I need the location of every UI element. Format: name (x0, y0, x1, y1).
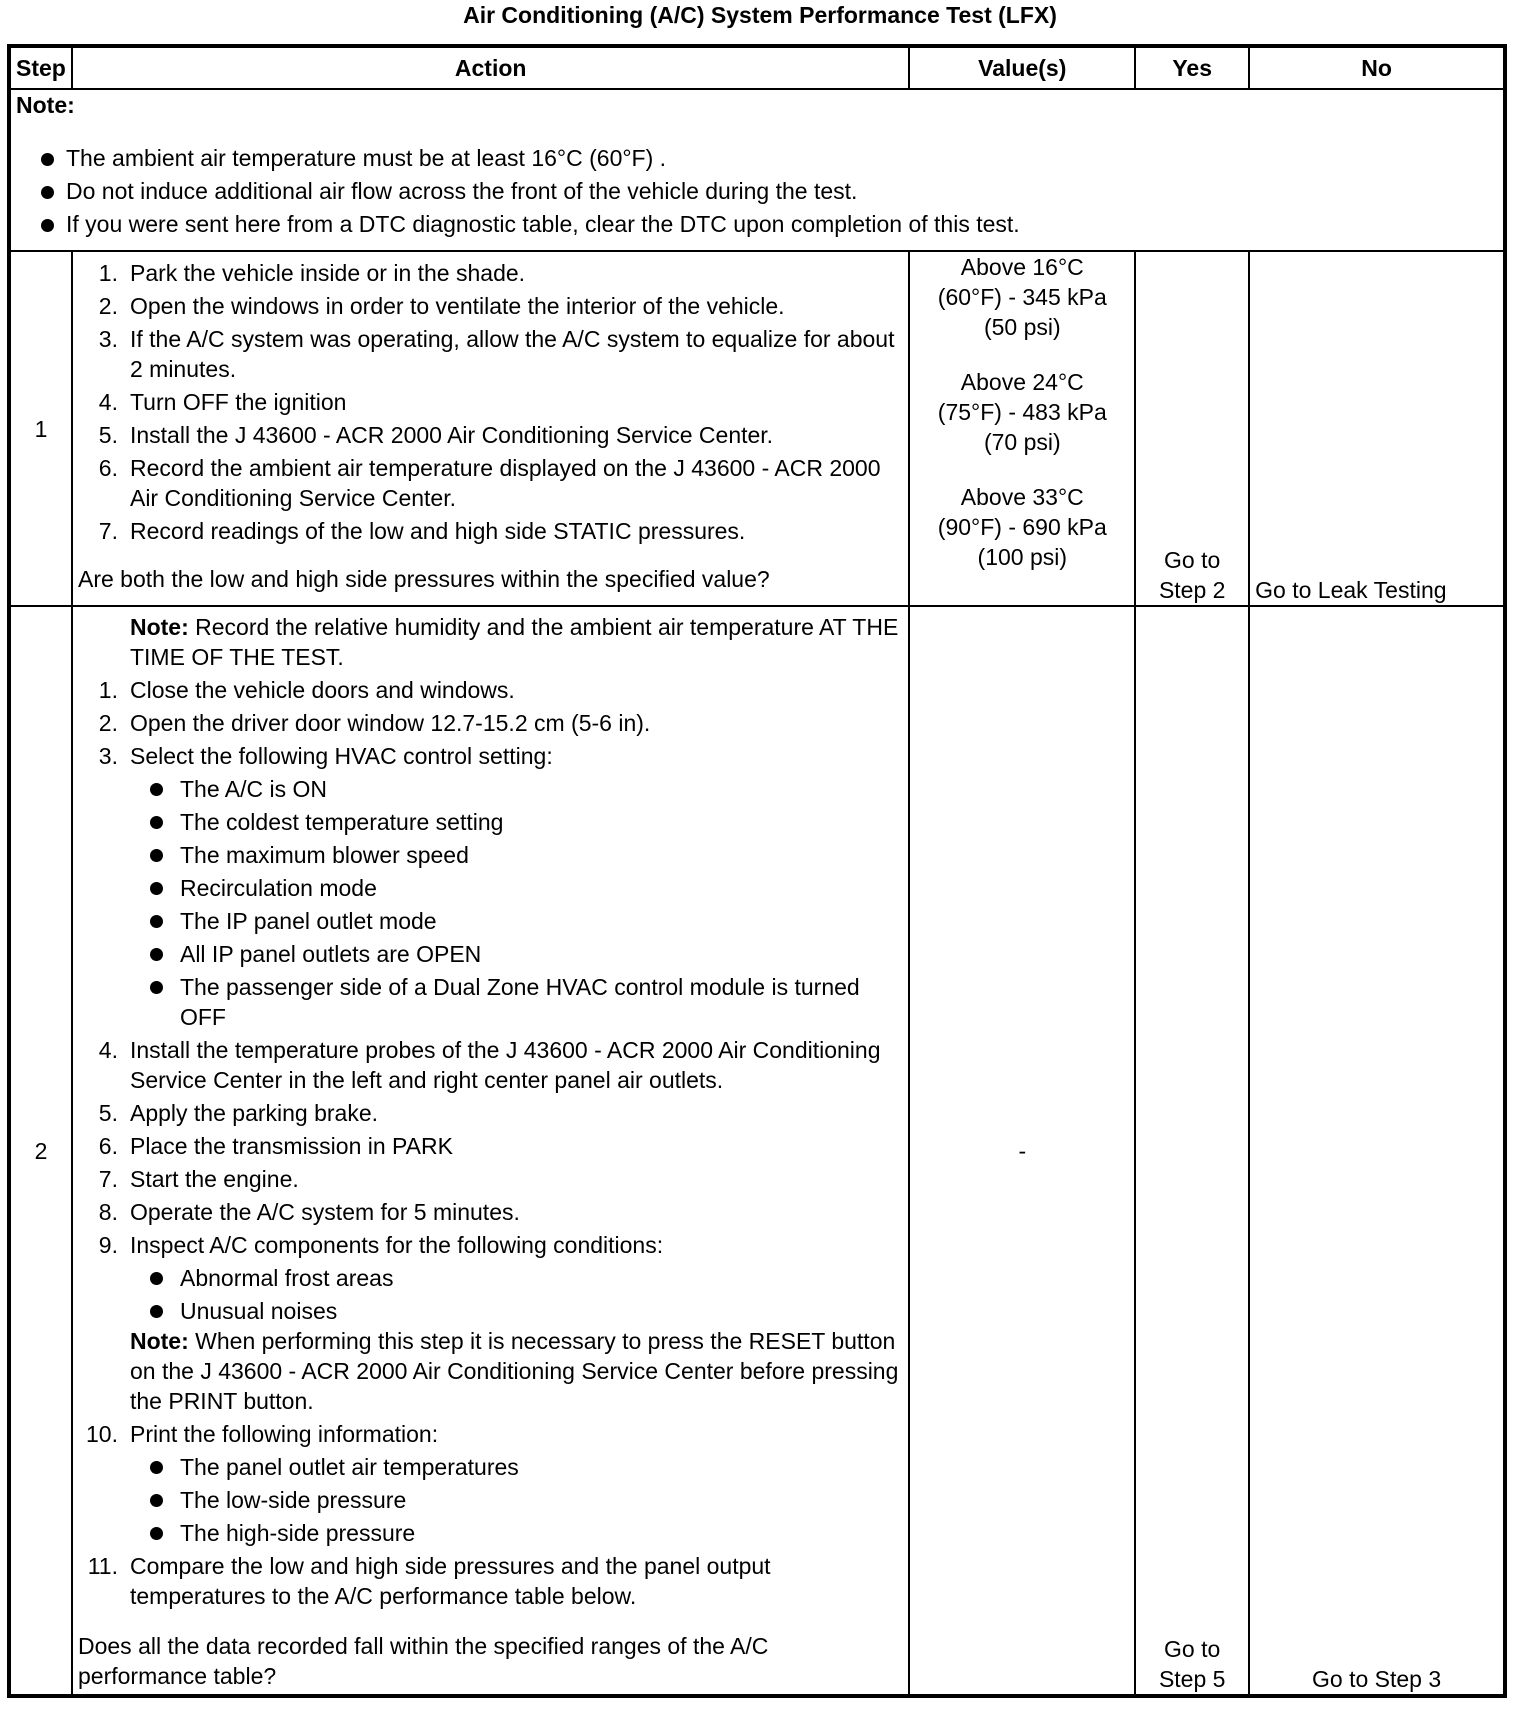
step-2-action (72, 606, 909, 1696)
list-item: The coldest temperature setting (130, 807, 903, 837)
list-item: The high-side pressure (130, 1518, 903, 1548)
note-label: Note: (16, 92, 75, 118)
note-item: If you were sent here from a DTC diagnostic table, clear the DTC upon completion of this test. (16, 208, 1498, 241)
list-item: 3. If the A/C system was operating, allow the A/C system to equalize for about 2 minutes. (98, 326, 895, 382)
header-row (9, 46, 1505, 89)
step-1-list (78, 258, 903, 546)
header-values: Value(s) (909, 46, 1135, 89)
list-item: The passenger side of a Dual Zone HVAC control module is turned OFF (130, 972, 903, 1032)
header-yes: Yes (1135, 46, 1249, 89)
list-item: 1. Park the vehicle inside or in the shade. (98, 260, 526, 286)
step-number: 2 (9, 606, 72, 1696)
performance-test-table (7, 44, 1507, 1698)
list-item: Recirculation mode (130, 873, 903, 903)
step-1-yes: Go to Step 2 (1135, 251, 1249, 606)
list-item: 4. Install the temperature probes of the J 43600 - ACR 2000 Air Conditioning Service Center in the left and right center panel air outlets. (98, 1037, 881, 1093)
step-1-action (72, 251, 909, 606)
header-step: Step (9, 46, 72, 89)
step-2-question: Does all the data recorded fall within the specified ranges of the A/C performance table? (77, 1633, 769, 1689)
list-item: 9. Inspect A/C components for the following conditions: Abnormal frost areas Unusual noises Note: When performing this step it is necessary to press the RESET button on the J 43600 - ACR 2000 Air Conditioning Service Center before pressing the PRINT button. (78, 1230, 903, 1416)
list-item: The maximum blower speed (130, 840, 903, 870)
list-item: The low-side pressure (130, 1485, 903, 1515)
step-1-question: Are both the low and high side pressures within the specified value? (77, 566, 770, 592)
header-action: Action (72, 46, 909, 89)
step-1-row (9, 251, 1505, 606)
list-item: 5. Install the J 43600 - ACR 2000 Air Conditioning Service Center. (98, 422, 774, 448)
step-2-note: Note: Record the relative humidity and the ambient air temperature AT THE TIME OF THE TEST. (129, 614, 899, 670)
list-item: 6. Record the ambient air temperature displayed on the J 43600 - ACR 2000 Air Conditioning Service Center. (98, 455, 881, 511)
note-list (16, 142, 1498, 241)
list-item: The panel outlet air temperatures (130, 1452, 903, 1482)
list-item: 3. Select the following HVAC control setting: The A/C is ON The coldest temperature setting The maximum blower speed Recirculation mode The IP panel outlet mode All IP panel outlets are OPEN The passenger side of a Dual Zone HVAC control module is turned OFF (78, 741, 903, 1032)
print-list (130, 1452, 903, 1548)
list-item: Abnormal frost areas (130, 1263, 903, 1293)
list-item: 6. Place the transmission in PARK (98, 1133, 453, 1159)
list-item: The IP panel outlet mode (130, 906, 903, 936)
step-2-list (78, 675, 903, 1611)
reset-note: Note: When performing this step it is necessary to press the RESET button on the J 43600 - ACR 2000 Air Conditioning Service Center before pressing the PRINT button. (129, 1328, 899, 1414)
list-item: 7. Start the engine. (98, 1166, 299, 1192)
note-item: The ambient air temperature must be at least 16°C (60°F) . (16, 142, 1498, 175)
list-item: Unusual noises (130, 1296, 903, 1326)
step-2-values: - (909, 606, 1135, 1696)
note-item: Do not induce additional air flow across the front of the vehicle during the test. (16, 175, 1498, 208)
list-item: 11. Compare the low and high side pressures and the panel output temperatures to the A/C performance table below. (87, 1553, 771, 1609)
step-1-values (909, 251, 1135, 606)
step-2-row (9, 606, 1505, 1696)
list-item: 5. Apply the parking brake. (98, 1100, 379, 1126)
value-group: Above 16°C (60°F) - 345 kPa (50 psi) (937, 254, 1107, 340)
page-title: Air Conditioning (A/C) System Performance Test (LFX) (463, 2, 1057, 28)
list-item: 4. Turn OFF the ignition (98, 389, 347, 415)
step-number: 1 (9, 251, 72, 606)
value-group: Above 24°C (75°F) - 483 kPa (70 psi) (937, 369, 1107, 455)
conditions-list (130, 1263, 903, 1326)
header-no: No (1249, 46, 1505, 89)
list-item: 7. Record readings of the low and high side STATIC pressures. (98, 518, 746, 544)
step-2-no: Go to Step 3 (1249, 606, 1505, 1696)
step-1-no: Go to Leak Testing (1249, 251, 1505, 606)
note-row (9, 89, 1505, 251)
value-group: Above 33°C (90°F) - 690 kPa (100 psi) (937, 484, 1107, 570)
step-2-yes: Go to Step 5 (1135, 606, 1249, 1696)
list-item: The A/C is ON (130, 774, 903, 804)
list-item: All IP panel outlets are OPEN (130, 939, 903, 969)
list-item: 1. Close the vehicle doors and windows. (98, 677, 515, 703)
list-item: 2. Open the windows in order to ventilate the interior of the vehicle. (98, 293, 785, 319)
list-item: 10. Print the following information: The panel outlet air temperatures The low-side pressure The high-side pressure (78, 1419, 903, 1548)
list-item: 8. Operate the A/C system for 5 minutes. (98, 1199, 520, 1225)
list-item: 2. Open the driver door window 12.7-15.2 cm (5-6 in). (98, 710, 651, 736)
hvac-settings-list (130, 774, 903, 1032)
